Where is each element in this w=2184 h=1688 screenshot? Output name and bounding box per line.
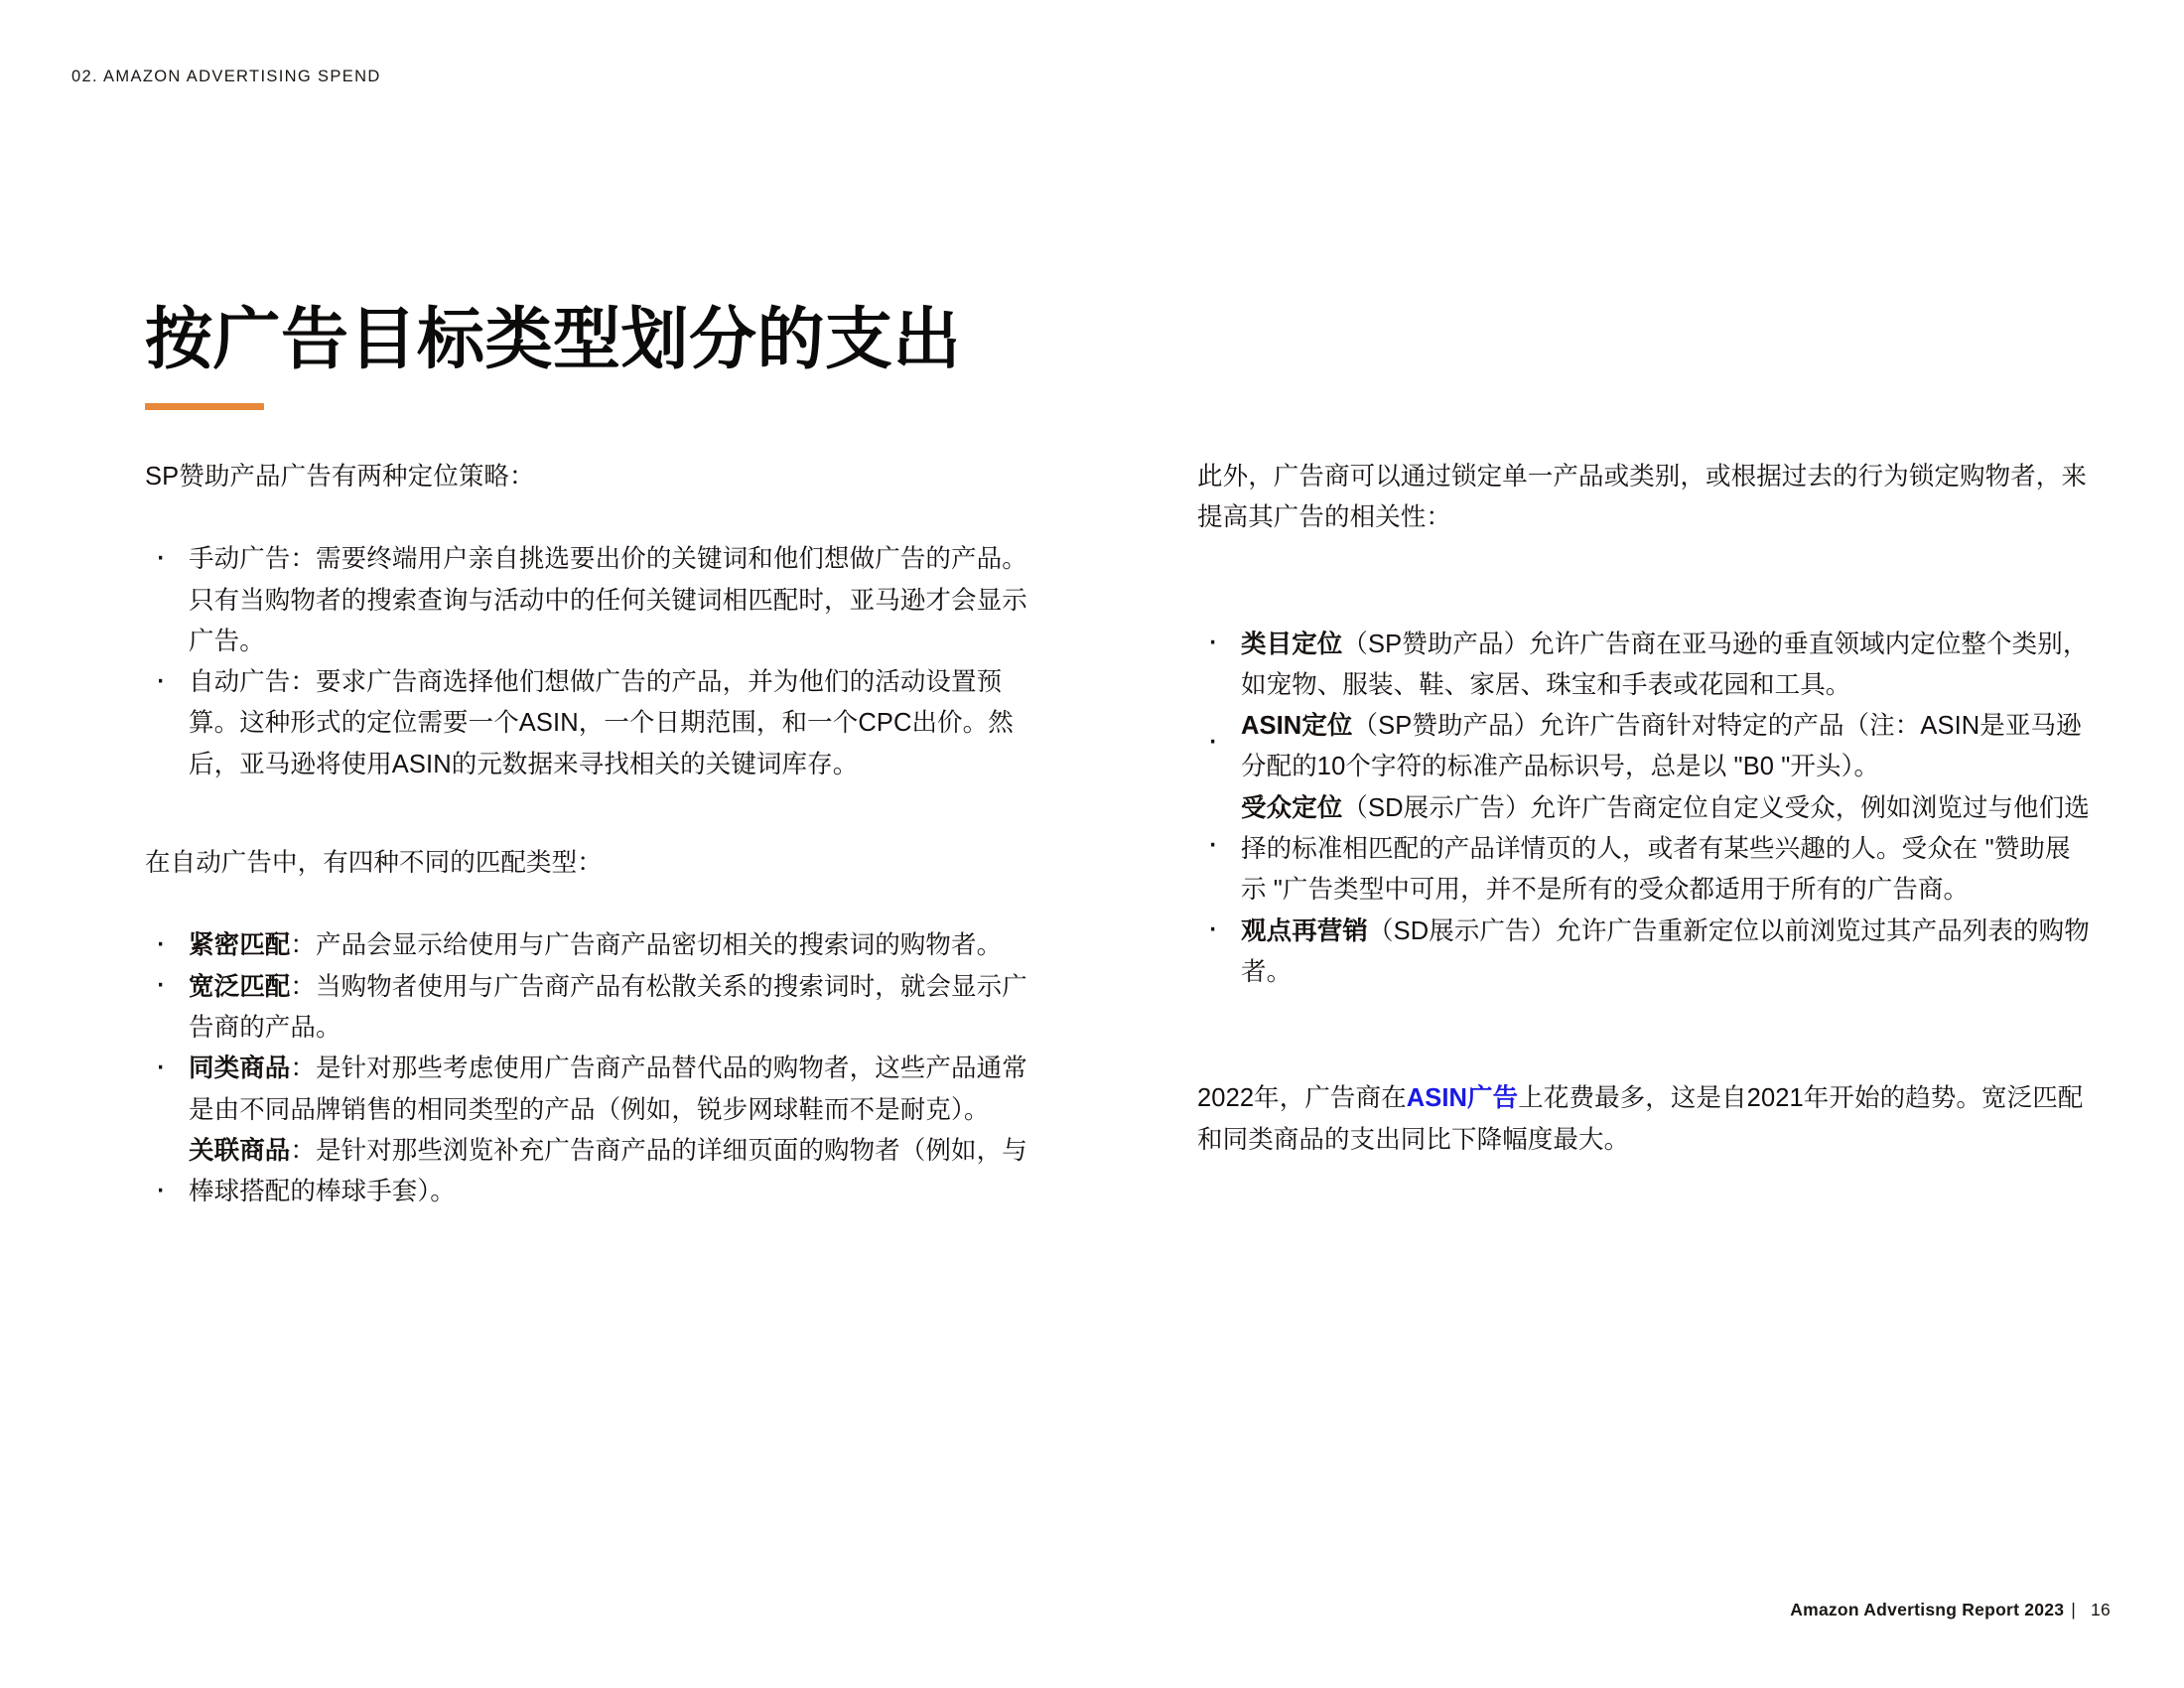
- spacer: [145, 884, 1038, 925]
- list-item-body: （SD展示广告）允许广告商定位自定义受众，例如浏览过与他们选择的标准相匹配的产品详情页的人，或者有某些兴趣的人。受众在 "赞助展示 "广告类型中可用，并不是所有的受众都适用于所有的广告商。: [1241, 793, 2090, 905]
- spacer: [145, 785, 1038, 843]
- list-item-lead: 类目定位: [1241, 630, 1343, 658]
- conclusion-paragraph: [1197, 1078, 2091, 1161]
- right-column: [1197, 457, 2091, 1212]
- list-item-body: 要求广告商选择他们想做广告的产品，并为他们的活动设置预算。这种形式的定位需要一个ASIN，一个日期范围，和一个CPC出价。然后，亚马逊将使用ASIN的元数据来寻找相关的关键词库存。: [189, 668, 1014, 778]
- list-item-body: ：是针对那些考虑使用广告商产品替代品的购物者，这些产品通常是由不同品牌销售的相同类型的产品（例如，锐步网球鞋而不是耐克）。: [189, 1055, 1027, 1124]
- left-column: [145, 457, 1038, 1212]
- footer-separator: |: [2071, 1600, 2077, 1619]
- list-item: [1197, 912, 2091, 994]
- title-block: [145, 304, 1237, 410]
- list-item-lead: 关联商品: [189, 1136, 291, 1165]
- list-item-body: ：是针对那些浏览补充广告商产品的详细页面的购物者（例如，与棒球搭配的棒球手套）。: [189, 1136, 1027, 1206]
- list-item-body: （SP赞助产品）允许广告商针对特定的产品（注：ASIN是亚马逊分配的10个字符的标准产品标识号，总是以 "B0 "开头）。: [1241, 712, 2082, 781]
- list-item-body: ：产品会显示给使用与广告商产品密切相关的搜索词的购物者。: [290, 931, 1003, 960]
- list-item: [145, 1131, 1038, 1213]
- list-item-lead: 手动广告：: [189, 545, 317, 574]
- list-item-lead: 观点再营销: [1241, 916, 1369, 945]
- running-header-section-label: 02. AMAZON ADVERTISING SPEND: [71, 68, 381, 85]
- list-item-lead: 自动广告：: [189, 668, 317, 697]
- page-footer: [1790, 1600, 2111, 1620]
- spacer: [1197, 539, 2091, 625]
- match-type-list: [145, 925, 1038, 1212]
- list-item-lead: ASIN定位: [1241, 712, 1353, 741]
- spacer: [145, 497, 1038, 539]
- targeting-type-list: [1197, 625, 2091, 994]
- left-intro-paragraph: SP赞助产品广告有两种定位策略：: [145, 463, 535, 491]
- conclusion-highlight: ASIN广告: [1406, 1084, 1519, 1113]
- list-item: [1197, 788, 2091, 912]
- list-item-body: 需要终端用户亲自挑选要出价的关键词和他们想做广告的产品。只有当购物者的搜索查询与活动中的任何关键词相匹配时，亚马逊才会显示广告。: [189, 545, 1027, 655]
- match-types-intro-paragraph: 在自动广告中，有四种不同的匹配类型：: [145, 849, 603, 878]
- list-item-lead: 宽泛匹配: [189, 972, 291, 1001]
- list-item-body: ：当购物者使用与广告商产品有松散关系的搜索词时，就会显示广告商的产品。: [189, 972, 1027, 1042]
- list-item: [145, 925, 1038, 966]
- conclusion-part-one: 2022年，广告商在: [1197, 1084, 1407, 1113]
- list-item: [145, 1049, 1038, 1131]
- list-item-lead: 紧密匹配: [189, 931, 291, 960]
- footer-report-name: Amazon Advertisng Report 2023: [1790, 1600, 2065, 1619]
- list-item: [1197, 625, 2091, 707]
- right-intro-paragraph: 此外，广告商可以通过锁定单一产品或类别，或根据过去的行为锁定购物者，来提高其广告的相关性：: [1197, 463, 2088, 532]
- list-item-body: （SD展示广告）允许广告重新定位以前浏览过其产品列表的购物者。: [1241, 916, 2090, 986]
- list-item: [145, 662, 1038, 785]
- strategy-list: [145, 539, 1038, 785]
- list-item-lead: 同类商品: [189, 1055, 291, 1083]
- spacer: [1197, 993, 2091, 1078]
- list-item-body: （SP赞助产品）允许广告商在亚马逊的垂直领域内定位整个类别，如宠物、服装、鞋、家居、珠宝和手表或花园和工具。: [1241, 630, 2089, 699]
- list-item: [145, 539, 1038, 662]
- conclusion-part-two: 上花费最多，这是自2021年开始的趋势。宽泛匹配和同类商品的支出同比下降幅度最大。: [1197, 1084, 2084, 1154]
- footer-page-number: 16: [2091, 1600, 2111, 1619]
- list-item: [1197, 706, 2091, 788]
- page-title: 按广告目标类型划分的支出: [145, 302, 962, 377]
- title-accent-rule: [145, 403, 264, 410]
- list-item-lead: 受众定位: [1241, 793, 1343, 822]
- list-item: [145, 967, 1038, 1050]
- body-columns: [145, 457, 2091, 1212]
